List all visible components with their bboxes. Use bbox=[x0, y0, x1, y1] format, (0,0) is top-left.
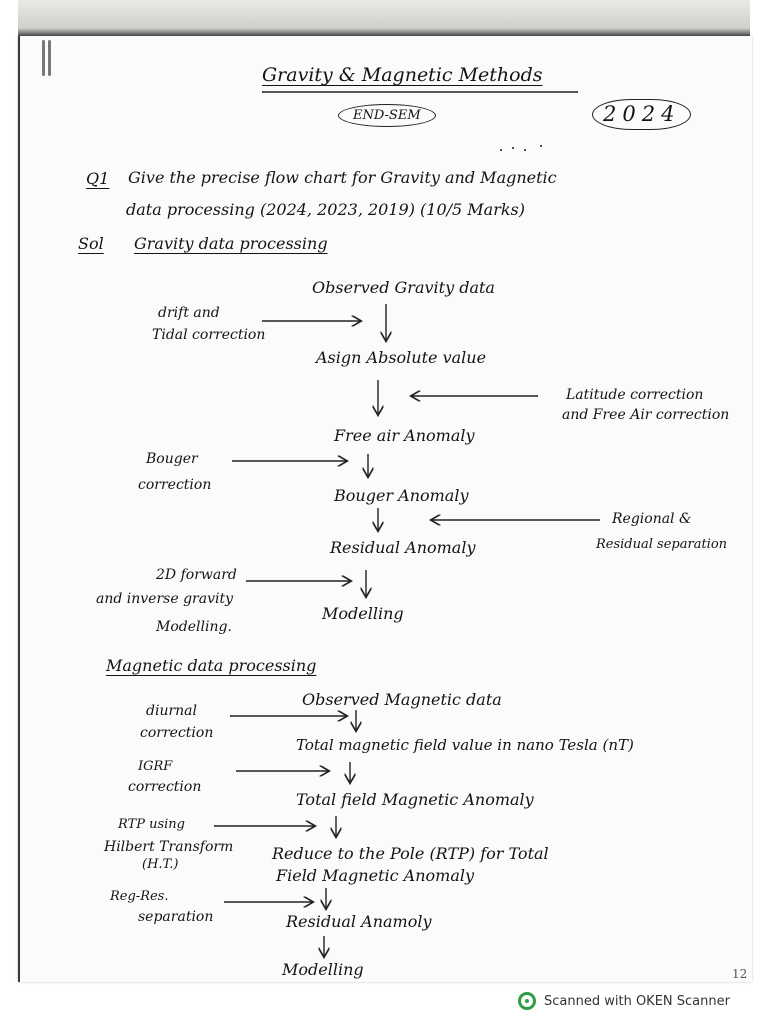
forward-label-1: 2D forward bbox=[156, 567, 237, 583]
magnetic-step-observed: Observed Magnetic data bbox=[302, 690, 502, 709]
magnetic-step-rtp-2: Field Magnetic Anomaly bbox=[276, 866, 475, 885]
forward-label-2: and inverse gravity bbox=[96, 591, 233, 607]
magnetic-heading: Magnetic data processing bbox=[106, 656, 317, 675]
scanner-watermark bbox=[518, 991, 730, 1011]
gravity-step-modelling: Modelling bbox=[322, 604, 404, 623]
regres-label-2: separation bbox=[138, 909, 214, 925]
diurnal-label-1: diurnal bbox=[146, 703, 197, 719]
exam-year: 2024 bbox=[592, 99, 691, 130]
scanner-text: Scanned with OKEN Scanner bbox=[544, 993, 730, 1009]
rtp-label-2: Hilbert Transform bbox=[104, 839, 234, 855]
stray-marks bbox=[500, 146, 542, 150]
solution-label: Sol bbox=[78, 234, 104, 253]
gravity-step-residual: Residual Anomaly bbox=[330, 538, 476, 557]
forward-label-3: Modelling. bbox=[156, 619, 232, 635]
magnetic-step-modelling: Modelling bbox=[282, 960, 364, 979]
page-title: Gravity & Magnetic Methods bbox=[262, 64, 543, 86]
drift-label-1: drift and bbox=[158, 305, 220, 321]
magnetic-step-total-field: Total magnetic field value in nano Tesla (nT) bbox=[296, 736, 634, 754]
rtp-label-3: (H.T.) bbox=[142, 857, 179, 872]
bouguer-correction-1: Bouger bbox=[146, 451, 198, 467]
question-number: Q1 bbox=[86, 169, 110, 188]
gravity-step-bouguer: Bouger Anomaly bbox=[334, 486, 469, 505]
gravity-heading: Gravity data processing bbox=[134, 234, 328, 253]
rtp-label-1: RTP using bbox=[118, 817, 186, 832]
exam-tag: END-SEM bbox=[338, 104, 436, 127]
corner-page-mark: 12 bbox=[732, 967, 748, 981]
bouguer-correction-2: correction bbox=[138, 477, 212, 493]
latitude-label-1: Latitude correction bbox=[566, 387, 704, 403]
drift-label-2: Tidal correction bbox=[152, 327, 266, 343]
gravity-step-free-air: Free air Anomaly bbox=[334, 426, 475, 445]
gravity-step-observed: Observed Gravity data bbox=[312, 278, 495, 297]
latitude-label-2: and Free Air correction bbox=[562, 407, 730, 423]
igrf-label-1: IGRF bbox=[138, 759, 173, 774]
igrf-label-2: correction bbox=[128, 779, 202, 795]
magnetic-step-residual: Residual Anamoly bbox=[286, 912, 432, 931]
gravity-step-absolute: Asign Absolute value bbox=[316, 348, 487, 367]
magnetic-step-rtp-1: Reduce to the Pole (RTP) for Total bbox=[272, 844, 549, 863]
diurnal-label-2: correction bbox=[140, 725, 214, 741]
question-line-2: data processing (2024, 2023, 2019) (10/5 Marks) bbox=[126, 200, 526, 219]
regional-label-2: Residual separation bbox=[596, 537, 728, 552]
magnetic-step-anomaly: Total field Magnetic Anomaly bbox=[296, 790, 534, 809]
question-line-1: Give the precise flow chart for Gravity and Magnetic bbox=[128, 168, 557, 187]
regional-label-1: Regional & bbox=[612, 511, 692, 527]
scanner-logo-icon bbox=[518, 992, 536, 1010]
regres-label-1: Reg-Res. bbox=[110, 889, 169, 904]
